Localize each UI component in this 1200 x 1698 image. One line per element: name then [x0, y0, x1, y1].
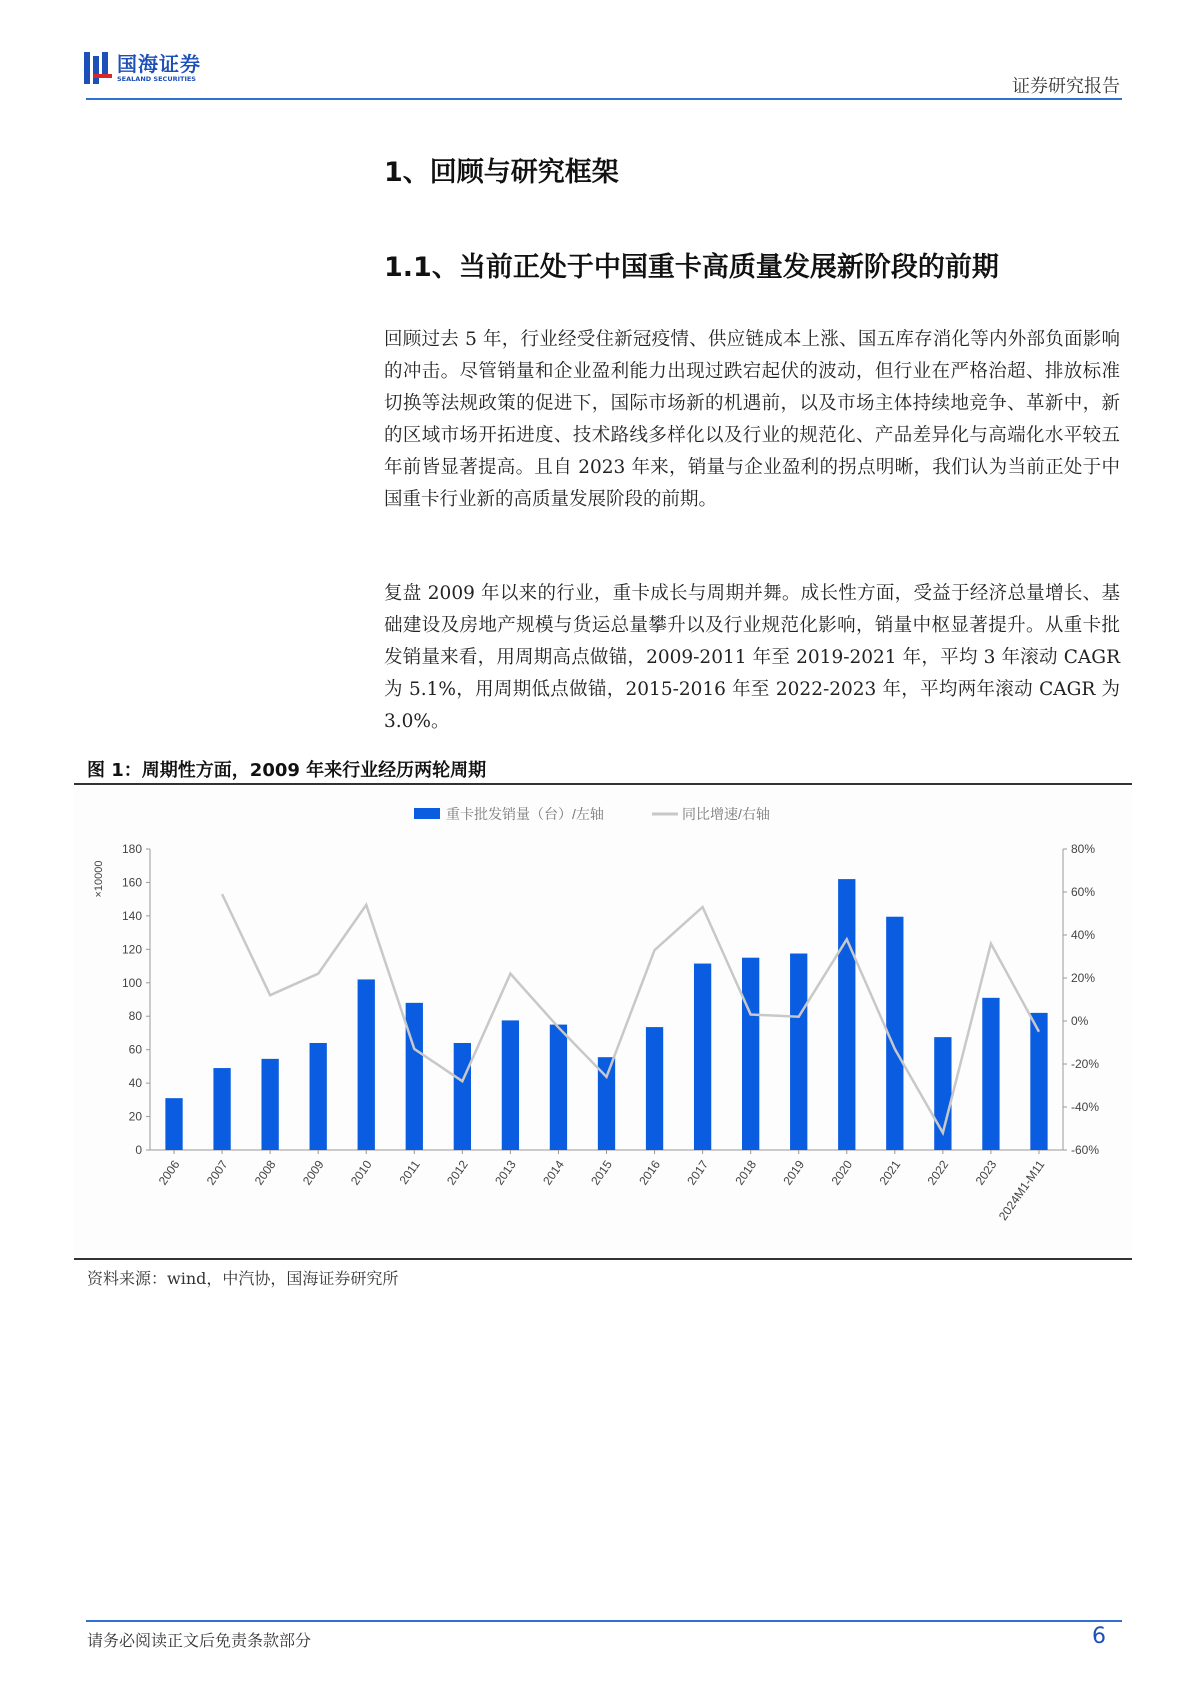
right-tick-label: 20% [1071, 971, 1096, 985]
bar-2008 [261, 1059, 278, 1150]
x-tick-label: 2022 [924, 1157, 952, 1188]
chart-svg [74, 788, 1132, 1258]
footer-disclaimer: 请务必阅读正文后免责条款部分 [87, 1631, 312, 1650]
figure-source: 资料来源：wind，中汽协，国海证券研究所 [87, 1269, 399, 1288]
legend-bar-swatch [414, 808, 440, 819]
growth-line [222, 894, 1039, 1133]
legend-line-label: 同比增速/右轴 [682, 806, 770, 822]
bar-2011 [406, 1003, 423, 1150]
x-tick-label: 2009 [299, 1157, 327, 1188]
x-tick-label: 2021 [876, 1157, 904, 1188]
left-tick-label: 160 [121, 875, 142, 890]
report-type: 证券研究报告 [1012, 76, 1120, 97]
x-tick-label: 2024M1-M11 [995, 1157, 1048, 1223]
x-tick-label: 2019 [780, 1157, 808, 1188]
figure-divider [74, 783, 1132, 785]
x-tick-label: 2016 [636, 1157, 664, 1188]
bar-2014 [550, 1025, 567, 1150]
right-tick-label: -40% [1071, 1100, 1100, 1114]
right-tick-label: -60% [1071, 1143, 1100, 1157]
section-heading: 1、回顾与研究框架 [384, 157, 619, 188]
left-tick-label: 0 [135, 1143, 142, 1157]
bar-2020 [838, 879, 855, 1150]
right-tick-label: -20% [1071, 1057, 1100, 1071]
bar-2010 [358, 979, 375, 1150]
x-tick-label: 2015 [588, 1157, 615, 1188]
footer-divider [86, 1620, 1122, 1622]
bar-2023 [982, 998, 999, 1150]
x-tick-label: 2012 [444, 1157, 471, 1188]
left-tick-label: 140 [121, 908, 142, 923]
figure-title: 图 1：周期性方面，2009 年来行业经历两轮周期 [87, 760, 487, 781]
left-tick-label: 40 [128, 1076, 142, 1091]
x-tick-label: 2013 [492, 1157, 519, 1188]
x-tick-label: 2018 [732, 1157, 760, 1188]
right-tick-label: 0% [1071, 1014, 1089, 1028]
left-tick-label: 80 [128, 1009, 142, 1024]
logo-mark-icon [84, 52, 112, 84]
source-divider [74, 1258, 1132, 1260]
bar-2007 [213, 1068, 230, 1150]
bar-2012 [454, 1043, 471, 1150]
left-tick-label: 20 [128, 1109, 142, 1124]
x-tick-label: 2011 [396, 1157, 423, 1187]
right-tick-label: 60% [1071, 885, 1096, 899]
subsection-heading: 1.1、当前正处于中国重卡高质量发展新阶段的前期 [384, 252, 999, 283]
x-tick-label: 2017 [684, 1157, 712, 1188]
bar-2019 [790, 954, 807, 1150]
paragraph: 复盘 2009 年以来的行业，重卡成长与周期并舞。成长性方面，受益于经济总量增长、基础建设及房地产规模与货运总量攀升以及行业规范化影响，销量中枢显著提升。从重卡批发销量来看，用周期高点做锚，2009-2011 年至 2019-2021 年，平均 3 年滚动 CAGR 为 5.1%，用周期低点做锚，2015-2016 年至 2022-2023 年，平均两年滚动 CAGR 为 3.0%。 [384, 583, 1120, 732]
legend-bar-label: 重卡批发销量（台）/左轴 [446, 806, 604, 822]
x-tick-label: 2008 [251, 1157, 279, 1188]
x-tick-label: 2023 [972, 1157, 1000, 1188]
left-tick-label: 180 [121, 842, 142, 856]
x-tick-label: 2006 [155, 1157, 183, 1188]
company-logo [84, 52, 201, 84]
x-tick-label: 2007 [203, 1157, 231, 1188]
bar-2006 [165, 1098, 182, 1150]
chart-area [74, 788, 1132, 1258]
header-divider [86, 98, 1122, 100]
x-tick-label: 2020 [828, 1157, 856, 1188]
left-tick-label: 120 [121, 942, 142, 957]
paragraph: 回顾过去 5 年，行业经受住新冠疫情、供应链成本上涨、国五库存消化等内外部负面影响的冲击。尽管销量和企业盈利能力出现过跌宕起伏的波动，但行业在严格治超、排放标准切换等法规政策的促进下，国际市场新的机遇前，以及市场主体持续地竞争、革新中，新的区域市场开拓进度、技术路线多样化以及行业的规范化、产品差异化与高端化水平较五年前皆显著提高。且自 2023 年来，销量与企业盈利的拐点明晰，我们认为当前正处于中国重卡行业新的高质量发展阶段的前期。 [384, 329, 1120, 510]
bar-2016 [646, 1027, 663, 1150]
x-tick-label: 2010 [347, 1157, 375, 1188]
bar-2013 [502, 1020, 519, 1150]
x-tick-label: 2014 [540, 1157, 567, 1188]
page-number: 6 [1092, 1624, 1106, 1649]
right-tick-label: 40% [1071, 928, 1096, 942]
logo-cn: 国海证券 [117, 52, 201, 76]
left-tick-label: 60 [128, 1042, 142, 1057]
bar-2024M1-M11 [1030, 1013, 1047, 1150]
logo-en: SEALAND SECURITIES [117, 75, 196, 83]
left-axis-unit: ×10000 [93, 860, 105, 898]
bar-2009 [310, 1043, 327, 1150]
bar-2017 [694, 964, 711, 1150]
left-tick-label: 100 [121, 975, 142, 990]
bar-2018 [742, 958, 759, 1150]
right-tick-label: 80% [1071, 842, 1096, 856]
